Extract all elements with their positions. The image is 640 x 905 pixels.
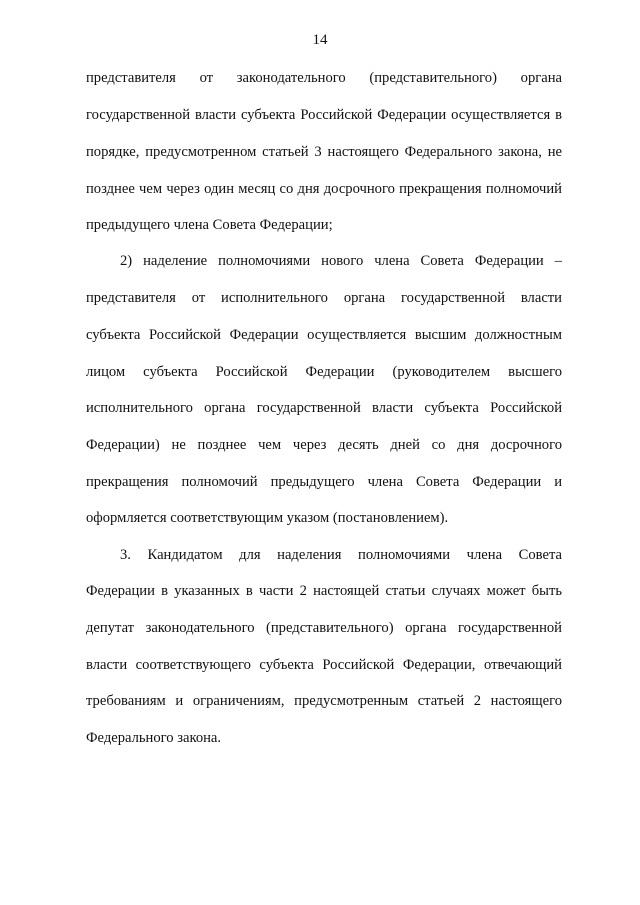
text-line: предыдущего члена Совета Федерации; [86, 217, 333, 233]
page-number: 14 [312, 32, 328, 48]
text-line: лицом субъекта Российской Федерации (руководителем высшего [86, 364, 562, 380]
text-line: исполнительного органа государственной власти субъекта Российской [86, 400, 562, 416]
text-line: Федерации в указанных в части 2 настоящей статьи случаях может быть [86, 583, 562, 599]
text-line: оформляется соответствующим указом (постановлением). [86, 510, 449, 526]
text-line: Федерации) не позднее чем через десять дней со дня досрочного [86, 437, 562, 453]
text-line: государственной власти субъекта Российской Федерации осуществляется в [86, 107, 562, 123]
text-line: депутат законодательного (представительного) органа государственной [86, 620, 562, 636]
text-line: прекращения полномочий предыдущего члена Совета Федерации и [86, 474, 562, 490]
text-line: представителя от исполнительного органа государственной власти [86, 290, 562, 306]
text-line: позднее чем через один месяц со дня досрочного прекращения полномочий [86, 181, 562, 197]
text-line: Федерального закона. [86, 730, 222, 746]
text-line: субъекта Российской Федерации осуществляется высшим должностным [86, 327, 562, 343]
text-line: власти соответствующего субъекта Российской Федерации, отвечающий [86, 657, 562, 673]
text-line: представителя от законодательного (представительного) органа [86, 70, 562, 86]
text-line: требованиям и ограничениям, предусмотренным статьей 2 настоящего [86, 693, 562, 709]
text-line: 3. Кандидатом для наделения полномочиями члена Совета [120, 547, 562, 563]
text-line: 2) наделение полномочиями нового члена Совета Федерации – [120, 253, 562, 269]
text-line: порядке, предусмотренном статьей 3 настоящего Федерального закона, не [86, 144, 562, 160]
